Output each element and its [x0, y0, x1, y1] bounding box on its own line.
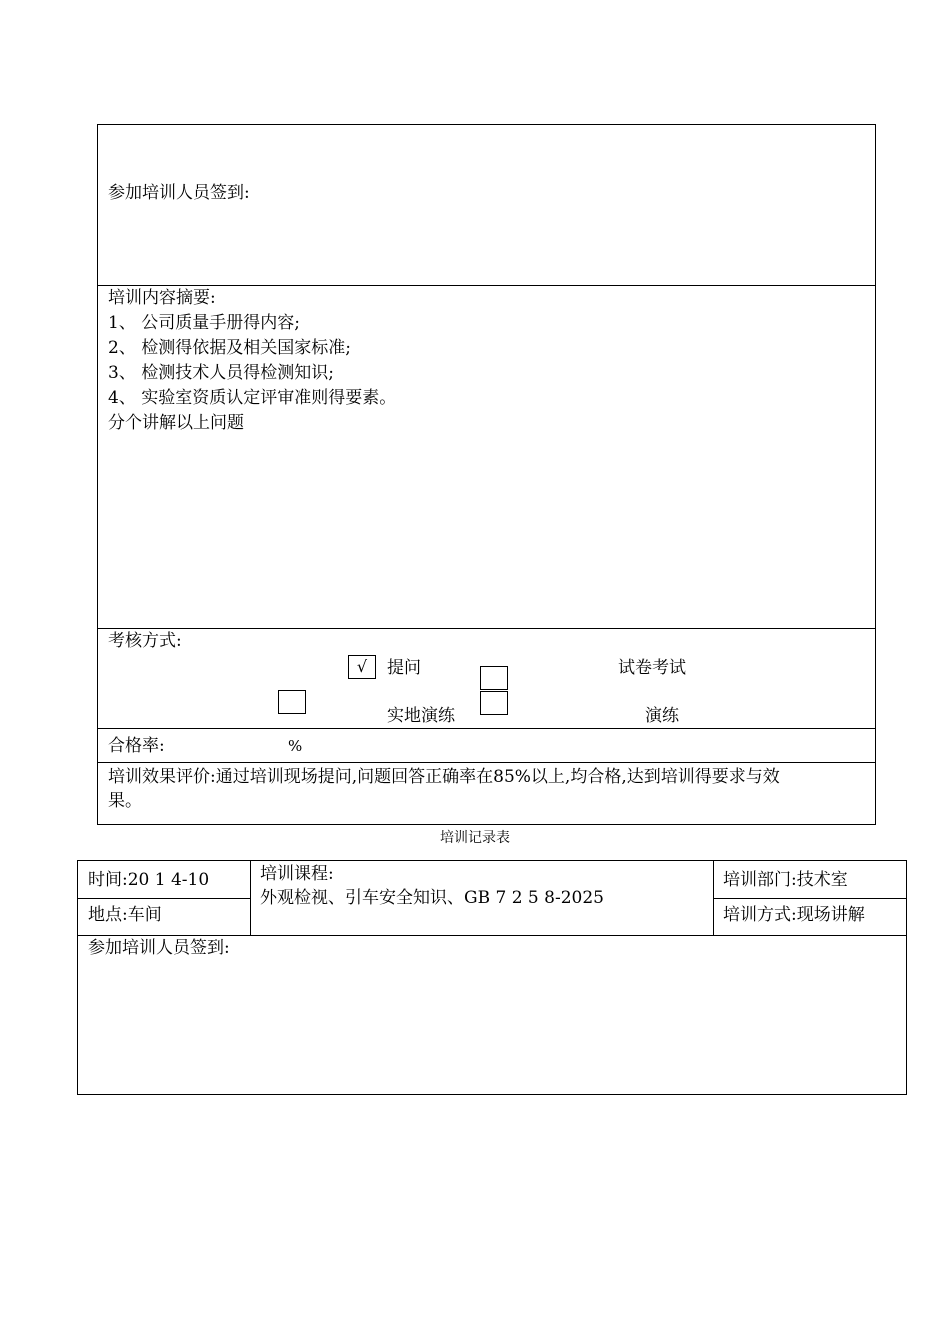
- row-divider: [78, 898, 250, 899]
- upper-training-form: [97, 124, 876, 825]
- row-divider: [98, 762, 875, 763]
- row-divider: [713, 898, 906, 899]
- row-divider: [98, 628, 875, 629]
- pass-rate-label: 合格率:: [108, 736, 165, 756]
- column-divider: [250, 861, 251, 935]
- assessment-label: 考核方式:: [108, 631, 182, 651]
- summary-closing: 分个讲解以上问题: [108, 413, 244, 433]
- training-department: 培训部门:技术室: [723, 870, 848, 890]
- course-value: 外观检视、引车安全知识、GB 7 2 5 8-2025: [260, 888, 604, 908]
- pass-rate-unit: %: [288, 737, 303, 755]
- summary-heading: 培训内容摘要:: [108, 288, 216, 308]
- training-time: 时间:20 1 4-10: [88, 870, 210, 890]
- row-divider: [98, 728, 875, 729]
- option-field-drill-label: 实地演练: [387, 706, 455, 726]
- table-caption: 培训记录表: [440, 830, 510, 846]
- checkbox-exam[interactable]: [480, 666, 508, 690]
- evaluation-line: 培训效果评价:通过培训现场提问,问题回答正确率在85%以上,均合格,达到培训得要求与效: [108, 767, 780, 787]
- checkbox-drill[interactable]: [480, 691, 508, 715]
- summary-item: 1、 公司质量手册得内容;: [108, 313, 300, 333]
- evaluation-line: 果。: [108, 791, 142, 811]
- training-method: 培训方式:现场讲解: [723, 905, 865, 925]
- option-exam-label: 试卷考试: [618, 658, 686, 678]
- lower-training-record: [77, 860, 907, 1095]
- summary-item: 3、 检测技术人员得检测知识;: [108, 363, 334, 383]
- training-location: 地点:车间: [88, 905, 162, 925]
- signin-label: 参加培训人员签到:: [88, 938, 230, 958]
- summary-item: 4、 实验室资质认定评审准则得要素。: [108, 388, 397, 408]
- checkbox-question[interactable]: √: [348, 655, 376, 679]
- course-label: 培训课程:: [260, 864, 334, 884]
- signin-label: 参加培训人员签到:: [108, 183, 250, 203]
- checkbox-field-drill[interactable]: [278, 690, 306, 714]
- option-question-label: 提问: [387, 658, 421, 678]
- option-drill-label: 演练: [645, 706, 679, 726]
- summary-item: 2、 检测得依据及相关国家标准;: [108, 338, 351, 358]
